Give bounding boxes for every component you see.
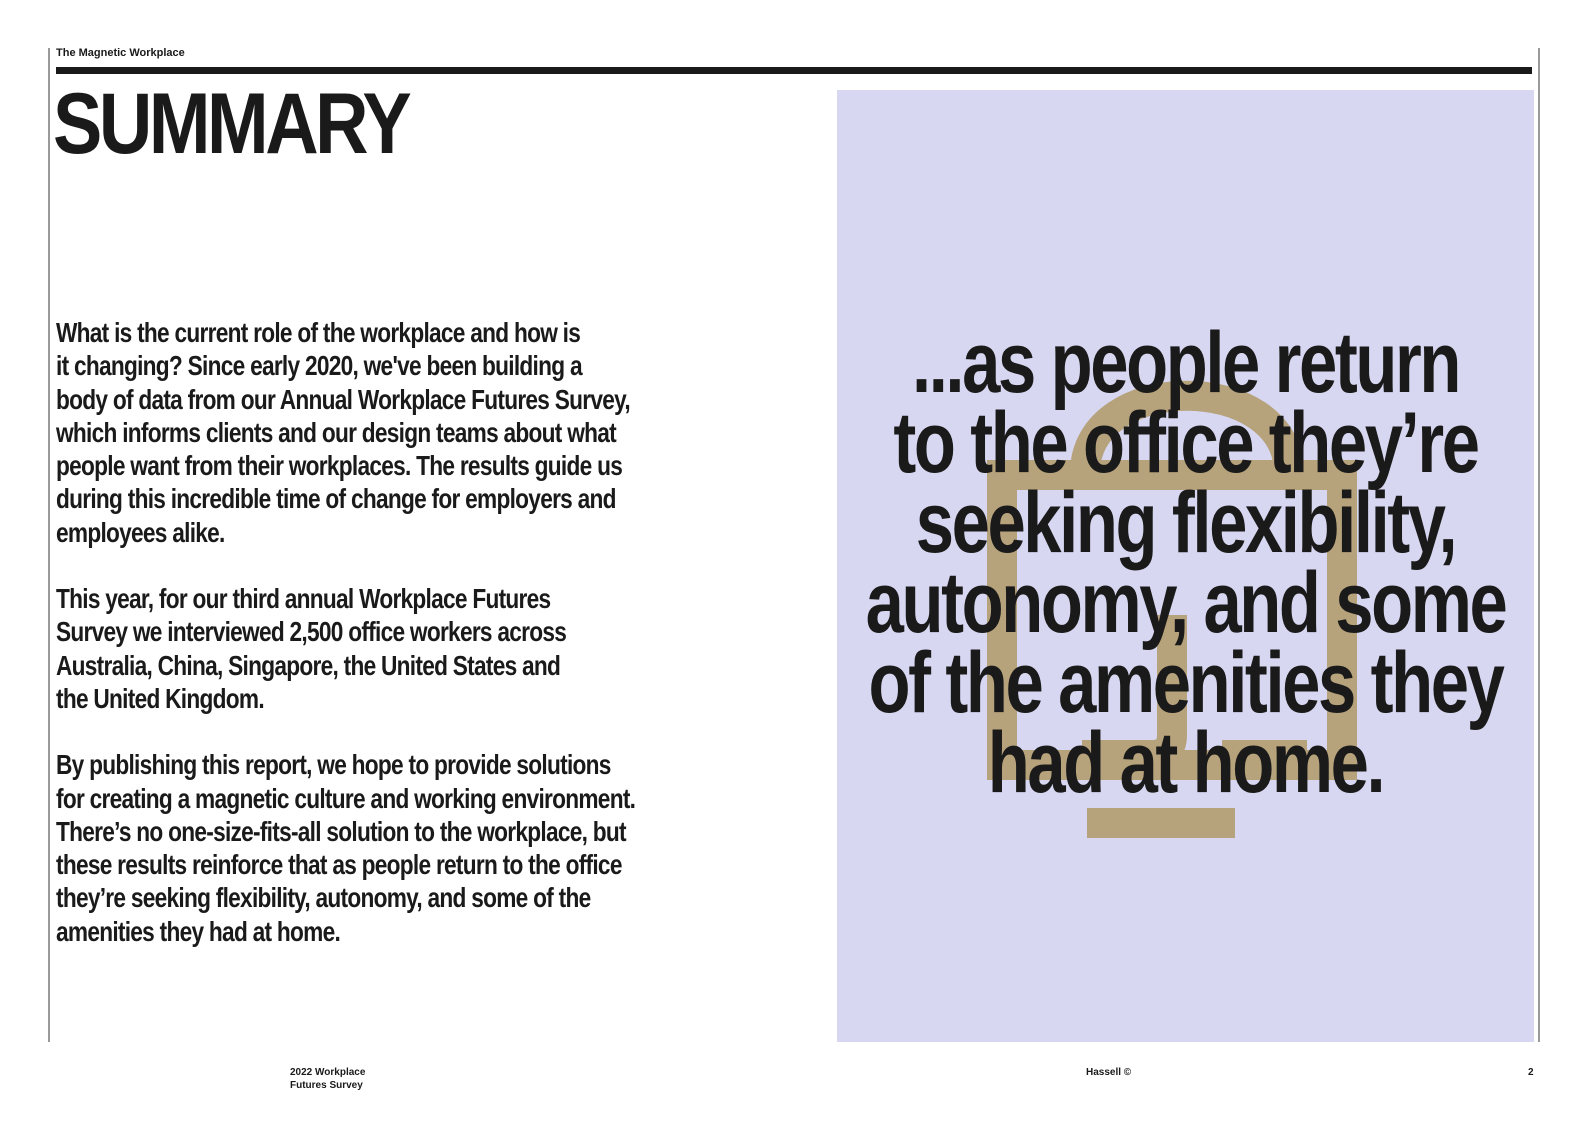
page-title: SUMMARY — [53, 76, 409, 172]
pull-quote: ...as people return to the office they’re seeking flexibility, autonomy, and some of the amenities they had at home. — [865, 315, 1506, 811]
paragraph-survey: This year, for our third annual Workplace Futures Survey we interviewed 2,500 office workers across Australia, China, Singapore, the United States and the United Kingdom. — [56, 583, 567, 714]
left-margin-line — [48, 48, 50, 1042]
footer-survey-label: 2022 Workplace Futures Survey — [290, 1067, 366, 1091]
right-margin-line — [1538, 48, 1540, 1042]
paragraph-intro: What is the current role of the workplace and how is it changing? Since early 2020, we've been building a body of data from our Annual Workplace Futures Survey, which informs clients and our design teams about what people want from their workplaces. The results guide us during this incredible time of change for employers and employees alike. — [56, 317, 630, 548]
page-number: 2 — [1528, 1067, 1534, 1078]
body-text — [56, 316, 728, 981]
paragraph-purpose: By publishing this report, we hope to provide solutions for creating a magnetic culture and working environment. There’s no one-size-fits-all solution to the workplace, but these results reinforce that as people return to the office they’re seeking flexibility, autonomy, and some of the amenities they had at home. — [56, 749, 636, 947]
footer-brand: Hassell © — [1086, 1067, 1132, 1078]
running-head: The Magnetic Workplace — [56, 47, 185, 59]
pull-quote-panel — [837, 90, 1534, 1042]
